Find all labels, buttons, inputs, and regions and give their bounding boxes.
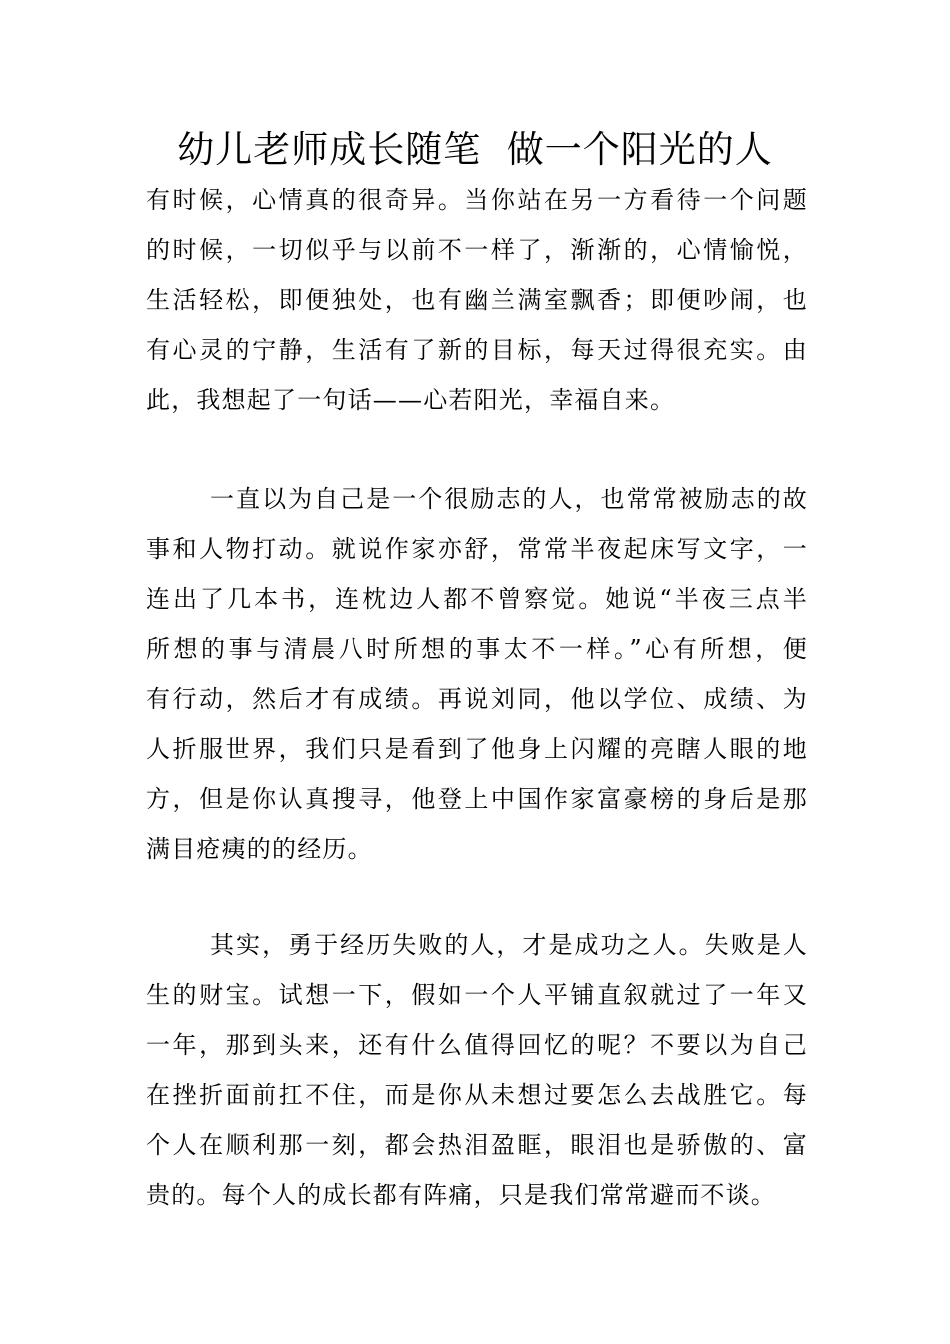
paragraph-line: 一直以为自己是一个很励志的人，也常常被励志的故 bbox=[210, 485, 808, 513]
paragraph-line: 人折服世界，我们只是看到了他身上闪耀的亮瞎人眼的地 bbox=[146, 735, 808, 763]
paragraph-line: 有心灵的宁静，生活有了新的目标，每天过得很充实。由 bbox=[146, 336, 808, 364]
paragraph-3 bbox=[146, 920, 808, 1220]
paragraph-line: 的时候，一切似乎与以前不一样了，渐渐的，心情愉悦， bbox=[146, 236, 808, 264]
paragraph-line: 其实，勇于经历失败的人，才是成功之人。失败是人 bbox=[210, 931, 808, 959]
paragraph-line: 生活轻松，即便独处，也有幽兰满室飘香；即便吵闹，也 bbox=[146, 286, 808, 314]
paragraph-line: 在挫折面前扛不住，而是你从未想过要怎么去战胜它。每 bbox=[146, 1081, 808, 1109]
paragraph-line: 满目疮痍的的经历。 bbox=[146, 835, 373, 863]
paragraph-line: 事和人物打动。就说作家亦舒，常常半夜起床写文字，一 bbox=[146, 535, 808, 563]
paragraph-line: 个人在顺利那一刻，都会热泪盈眶，眼泪也是骄傲的、富 bbox=[146, 1131, 808, 1159]
paragraph-line: 有行动，然后才有成绩。再说刘同，他以学位、成绩、为 bbox=[146, 685, 808, 713]
paragraph-1 bbox=[146, 175, 808, 425]
paragraph-line: 此，我想起了一句话——心若阳光，幸福自来。 bbox=[146, 386, 676, 414]
paragraph-line: 有时候，心情真的很奇异。当你站在另一方看待一个问题 bbox=[146, 186, 808, 214]
paragraph-line: 方，但是你认真搜寻，他登上中国作家富豪榜的身后是那 bbox=[146, 785, 808, 813]
paragraph-2 bbox=[146, 474, 808, 874]
paragraph-line: 一年，那到头来，还有什么值得回忆的呢？不要以为自己 bbox=[146, 1031, 808, 1059]
paragraph-line: 贵的。每个人的成长都有阵痛，只是我们常常避而不谈。 bbox=[146, 1181, 776, 1209]
paragraph-line: 连出了几本书，连枕边人都不曾察觉。她说“半夜三点半 bbox=[146, 585, 808, 613]
paragraph-line: 生的财宝。试想一下，假如一个人平铺直叙就过了一年又 bbox=[146, 981, 808, 1009]
paragraph-line: 所想的事与清晨八时所想的事太不一样。”心有所想，便 bbox=[146, 635, 808, 663]
document-title: 幼儿老师成长随笔 做一个阳光的人 bbox=[177, 128, 773, 171]
